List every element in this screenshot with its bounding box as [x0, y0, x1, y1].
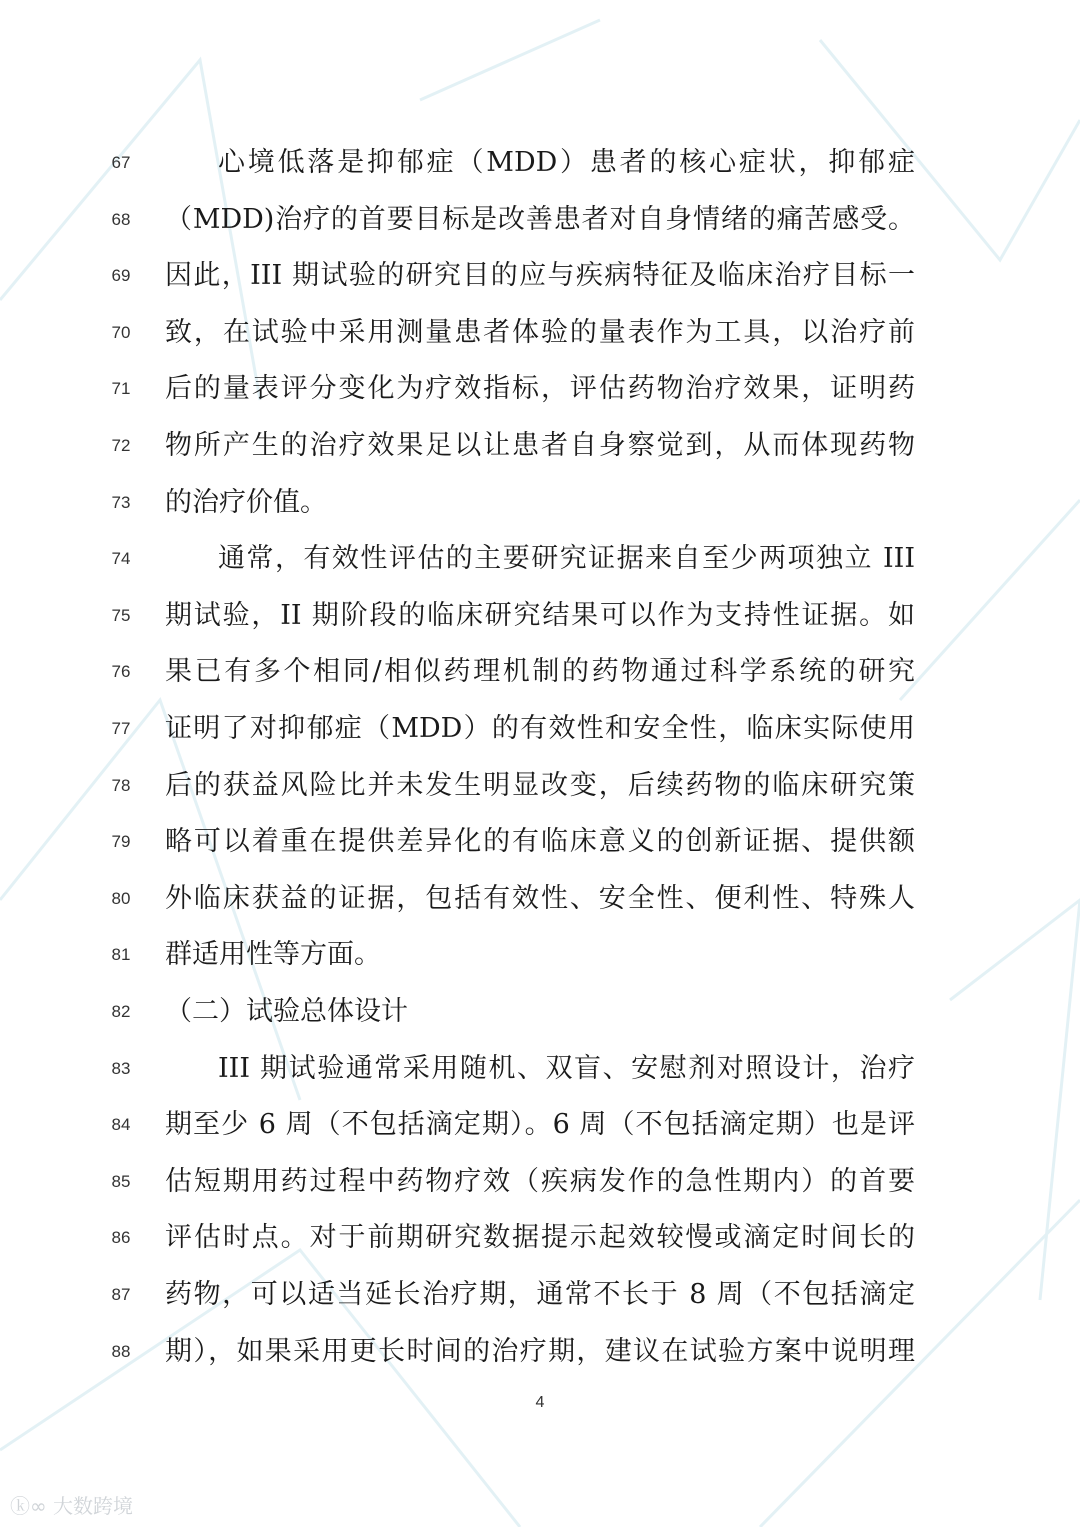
document-line: [0, 1162, 1080, 1202]
document-line: [0, 1332, 1080, 1372]
line-number: 75: [111, 605, 131, 625]
line-text: 药物，可以适当延长治疗期，通常不长于 8 周（不包括滴定: [165, 1279, 915, 1310]
line-number: 70: [111, 322, 131, 342]
line-number: 71: [111, 379, 131, 399]
line-number: 79: [111, 832, 131, 852]
document-line: [0, 822, 1080, 862]
line-number: 78: [111, 775, 131, 795]
line-text: 心境低落是抑郁症（MDD）患者的核心症状，抑郁症: [218, 147, 915, 178]
line-text: 期至少 6 周（不包括滴定期）。6 周（不包括滴定期）也是评: [165, 1109, 915, 1141]
document-line: [0, 596, 1080, 636]
watermark-logo: ⓚ∞ 大数跨境: [10, 1494, 134, 1518]
document-line: [0, 652, 1080, 692]
line-text: 群适用性等方面。: [165, 939, 381, 971]
line-text: 评估时点。对于前期研究数据提示起效较慢或滴定时间长的: [165, 1222, 915, 1254]
document-line: [0, 935, 1080, 975]
line-text: （MDD)治疗的首要目标是改善患者对自身情绪的痛苦感受。: [165, 203, 915, 235]
document-line: [0, 992, 1080, 1032]
line-text: III 期试验通常采用随机、双盲、安慰剂对照设计，治疗: [218, 1052, 915, 1084]
line-text: 物所产生的治疗效果足以让患者自身察觉到，从而体现药物: [165, 430, 915, 461]
line-number: 72: [111, 436, 131, 455]
line-number: 83: [111, 1058, 131, 1078]
line-text: 估短期用药过程中药物疗效（疾病发作的急性期内）的首要: [165, 1165, 915, 1197]
line-number: 85: [111, 1171, 131, 1191]
document-line: [0, 1275, 1080, 1315]
logo-icon: ⓚ∞: [10, 1494, 54, 1518]
line-number: 76: [111, 662, 131, 682]
line-text: 略可以着重在提供差异化的有临床意义的创新证据、提供额: [165, 826, 915, 858]
line-text: 致，在试验中采用测量患者体验的量表作为工具，以治疗前: [165, 316, 915, 348]
document-line: [0, 483, 1080, 523]
line-number: 81: [111, 945, 131, 965]
document-line: [0, 879, 1080, 919]
line-text: 通常，有效性评估的主要研究证据来自至少两项独立 III: [218, 543, 915, 575]
document-line: [0, 539, 1080, 579]
document-line: [0, 766, 1080, 806]
line-number: 68: [111, 209, 131, 229]
line-number: 80: [111, 888, 131, 908]
document-line: [0, 313, 1080, 353]
line-number: 67: [111, 153, 131, 172]
line-text: 因此，III 期试验的研究目的应与疾病特征及临床治疗目标一: [165, 260, 915, 292]
line-number: 77: [111, 719, 131, 738]
line-number: 82: [111, 1002, 131, 1021]
line-text: 果已有多个相同/相似药理机制的药物通过科学系统的研究: [165, 656, 915, 688]
line-text: 的治疗价值。: [165, 486, 327, 518]
document-line: [0, 1049, 1080, 1089]
line-number: 74: [111, 549, 131, 569]
line-text: 后的量表评分变化为疗效指标，评估药物治疗效果，证明药: [165, 373, 915, 405]
document-line: [0, 200, 1080, 240]
document-line: [0, 426, 1080, 466]
document-line: [0, 1218, 1080, 1258]
document-line: [0, 256, 1080, 296]
line-number: 87: [111, 1285, 131, 1304]
document-line: [0, 369, 1080, 409]
line-number: 86: [111, 1228, 131, 1248]
line-number: 73: [111, 492, 131, 512]
line-number: 84: [111, 1115, 131, 1135]
line-text: 期试验，II 期阶段的临床研究结果可以作为支持性证据。如: [165, 599, 915, 631]
document-line: [0, 143, 1080, 183]
document-line: [0, 709, 1080, 749]
line-number: 88: [111, 1341, 131, 1361]
line-text: 期），如果采用更长时间的治疗期，建议在试验方案中说明理: [165, 1335, 915, 1367]
line-text: 后的获益风险比并未发生明显改变，后续药物的临床研究策: [165, 769, 915, 801]
line-number: 69: [111, 266, 131, 286]
document-line: [0, 1105, 1080, 1145]
page-number: 4: [535, 1394, 545, 1411]
line-text: 证明了对抑郁症（MDD）的有效性和安全性，临床实际使用: [165, 713, 915, 744]
line-text: 外临床获益的证据，包括有效性、安全性、便利性、特殊人: [165, 882, 915, 914]
line-text: （二）试验总体设计: [165, 996, 408, 1027]
